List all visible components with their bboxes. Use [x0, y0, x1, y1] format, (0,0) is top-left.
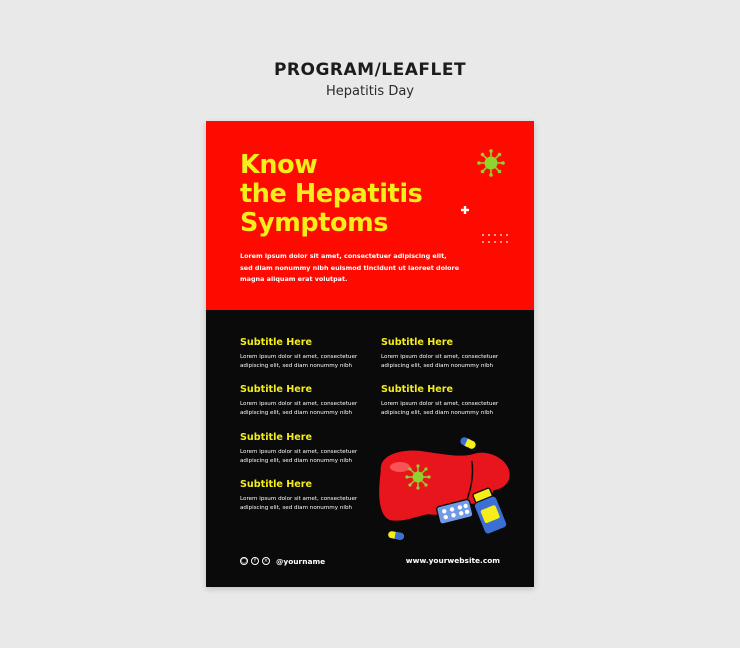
section-body: Lorem ipsum dolor sit amet, consectetuer adipiscing elit, sed diam nonummy nibh	[381, 401, 499, 417]
social-handle: @yourname	[276, 556, 326, 566]
section-body: Lorem ipsum dolor sit amet, consectetuer adipiscing elit, sed diam nonummy nibh	[240, 401, 358, 417]
title-line-3: Symptoms	[240, 208, 389, 238]
section-body: Lorem ipsum dolor sit amet, consectetuer adipiscing elit, sed diam nonummy nibh	[240, 449, 358, 465]
x-icon[interactable]: ×	[263, 557, 269, 564]
page-subtitle: Hepatitis Day	[326, 84, 414, 99]
instagram-icon[interactable]: ◯	[241, 557, 247, 564]
plus-icon	[460, 205, 470, 215]
section-subtitle: Subtitle Here	[381, 384, 453, 395]
liver-illustration	[366, 431, 526, 551]
title-line-2: the Hepatitis	[240, 179, 423, 209]
leaflet-title	[240, 151, 490, 238]
virus-icon	[476, 148, 506, 178]
title-line-1: Know	[240, 150, 318, 180]
section-subtitle: Subtitle Here	[240, 432, 312, 443]
social-links	[240, 555, 325, 567]
section-body: Lorem ipsum dolor sit amet, consectetuer adipiscing elit, sed diam nonummy nibh	[240, 354, 358, 370]
dots-decoration	[480, 232, 510, 246]
section-subtitle: Subtitle Here	[240, 479, 312, 490]
facebook-icon[interactable]: f	[251, 557, 259, 565]
section-subtitle: Subtitle Here	[381, 337, 453, 348]
section-subtitle: Subtitle Here	[240, 384, 312, 395]
section-subtitle: Subtitle Here	[240, 337, 312, 348]
page-title: PROGRAM/LEAFLET	[273, 60, 467, 80]
intro-text: Lorem ipsum dolor sit amet, consectetuer adipiscing elit, sed diam nonummy nibh euismod tincidunt ut laoreet dolore magna aliquam erat volutpat.	[240, 252, 460, 284]
section-body: Lorem ipsum dolor sit amet, consectetuer adipiscing elit, sed diam nonummy nibh	[240, 496, 358, 512]
website-url: www.yourwebsite.com	[405, 556, 500, 565]
section-body: Lorem ipsum dolor sit amet, consectetuer adipiscing elit, sed diam nonummy nibh	[381, 354, 499, 370]
leaflet-mockup	[206, 121, 534, 587]
